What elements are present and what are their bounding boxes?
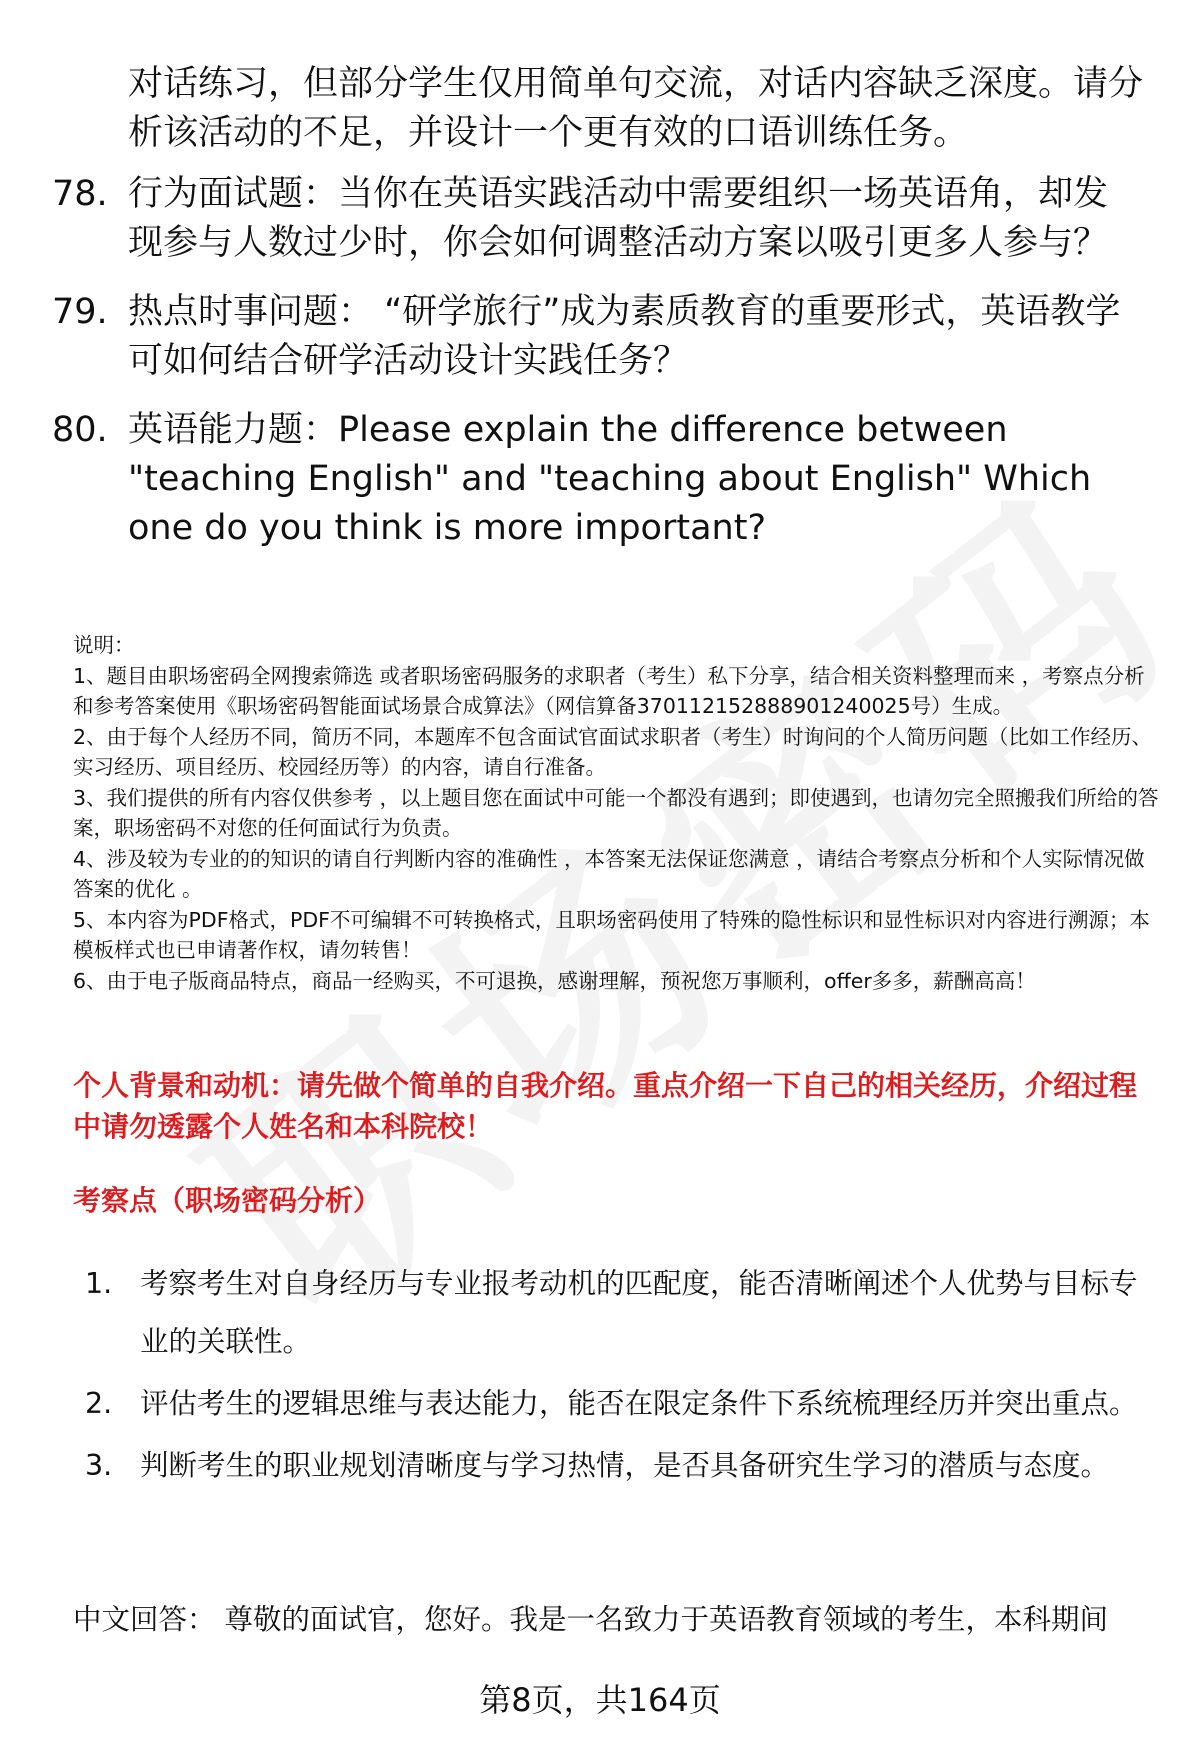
answer-start: 中文回答： 尊敬的面试官，您好。我是一名致力于英语教育领域的考生，本科期间 xyxy=(73,1603,1109,1636)
question-80 xyxy=(52,406,1152,553)
note-item: 5、本内容为PDF格式，PDF不可编辑不可转换格式，且职场密码使用了特殊的隐性标识和显性标识对内容进行溯源；本模板样式也已申请著作权，请勿转售！ xyxy=(73,907,1150,962)
section-title: 个人背景和动机：请先做个简单的自我介绍。重点介绍一下自己的相关经历，介绍过程中请勿透露个人姓名和本科院校！ xyxy=(73,1069,1138,1143)
note-item: 6、由于电子版商品特点，商品一经购买，不可退换，感谢理解，预祝您万事顺利，offer多多，薪酬高高！ xyxy=(73,968,1036,993)
question-number: 79. xyxy=(52,292,108,332)
question-text: 英语能力题：Please explain the difference between "teaching English" and "teaching about English" Which one do you think is more important? xyxy=(128,410,1092,548)
question-78 xyxy=(52,170,1152,268)
list-item-number: 3. xyxy=(85,1449,113,1482)
list-item xyxy=(73,1375,1153,1433)
page-footer: 第8页，共164页 xyxy=(479,1681,721,1719)
list-item-text: 判断考生的职业规划清晰度与学习热情，是否具备研究生学习的潜质与态度。 xyxy=(140,1449,1110,1482)
analysis-points xyxy=(73,1255,1153,1499)
question-number: 78. xyxy=(52,174,108,214)
list-item-text: 考察考生对自身经历与专业报考动机的匹配度，能否清晰阐述个人优势与目标专业的关联性。 xyxy=(140,1267,1138,1358)
question-text: 行为面试题：当你在英语实践活动中需要组织一场英语角，却发现参与人数过少时，你会如何调整活动方案以吸引更多人参与？ xyxy=(128,174,1109,263)
list-item-text: 评估考生的逻辑思维与表达能力，能否在限定条件下系统梳理经历并突出重点。 xyxy=(140,1387,1138,1420)
note-item: 1、题目由职场密码全网搜索筛选 或者职场密码服务的求职者（考生）私下分享，结合相关资料整理而来 ，考察点分析和参考答案使用《职场密码智能面试场景合成算法》（网信算备370112152888901240025号）生成。 xyxy=(73,663,1145,718)
notes-section xyxy=(73,630,1163,996)
list-item xyxy=(73,1437,1153,1495)
question-continuation: 对话练习，但部分学生仅用简单句交流，对话内容缺乏深度。请分析该活动的不足，并设计一个更有效的口语训练任务。 xyxy=(128,64,1144,153)
question-number: 80. xyxy=(52,410,108,450)
note-item: 3、我们提供的所有内容仅供参考 ，以上题目您在面试中可能一个都没有遇到；即使遇到，也请勿完全照搬我们所给的答案，职场密码不对您的任何面试行为负责。 xyxy=(73,785,1159,840)
question-text: 热点时事问题： “研学旅行”成为素质教育的重要形式，英语教学可如何结合研学活动设计实践任务？ xyxy=(128,292,1121,381)
question-79 xyxy=(52,288,1152,386)
analysis-title: 考察点（职场密码分析） xyxy=(73,1184,382,1217)
note-item: 4、涉及较为专业的的知识的请自行判断内容的准确性 ，本答案无法保证您满意 ，请结合考察点分析和个人实际情况做答案的优化 。 xyxy=(73,846,1145,901)
list-item xyxy=(73,1255,1153,1371)
note-item: 2、由于每个人经历不同，简历不同，本题库不包含面试官面试求职者（考生）时询问的个人简历问题（比如工作经历、实习经历、项目经历、校园经历等）的内容，请自行准备。 xyxy=(73,724,1153,779)
list-item-number: 1. xyxy=(85,1267,113,1300)
notes-heading: 说明： xyxy=(73,633,135,657)
list-item-number: 2. xyxy=(85,1387,113,1420)
